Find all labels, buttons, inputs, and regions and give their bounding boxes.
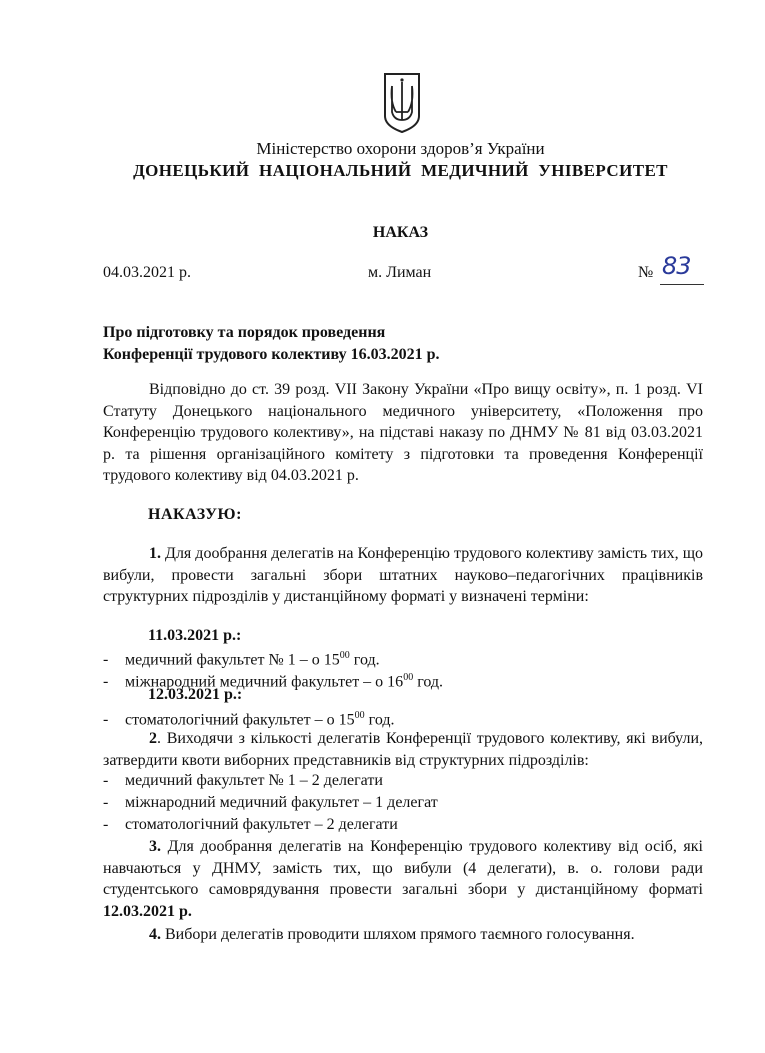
quota-text-1: медичний факультет № 1 – 2 делегати [125,772,383,789]
schedule-text-2: міжнародний медичний факультет – о 16 [125,673,404,691]
schedule-text-1: медичний факультет № 1 – о 15 [125,651,340,669]
order-city: м. Лиман [368,264,432,281]
handwritten-number: 83 [662,252,691,280]
quota-item-3 [103,814,398,836]
quota-item-1 [103,770,383,792]
university-name: ДОНЕЦЬКИЙ НАЦІОНАЛЬНИЙ МЕДИЧНИЙ УНІВЕРСИТЕТ [133,161,668,180]
preamble-text: Відповідно до ст. 39 розд. VII Закону України «Про вищу освіту», п. 1 розд. VI Статуту Донецького національного медичного університету, «Положення про Конференцію трудового колективу», на підставі наказу по ДНМУ № 81 від 03.03.2021 р. та рішення організаційного комітету з підготовки та проведення Конференції трудового колективу від 04.03.2021 р. [103,381,703,484]
list-dash: - [103,673,109,691]
subject-line-2: Конференції трудового колективу 16.03.2021 р. [103,346,440,363]
schedule-time-3: 00 [354,710,365,721]
quota-text-2: міжнародний медичний факультет – 1 делегат [125,794,438,811]
list-dash: - [103,651,109,669]
list-dash: - [103,794,109,811]
order-word: НАКАЗУЮ: [148,506,242,523]
order-number [638,252,708,286]
item-4-number: 4. [149,926,161,943]
quota-text-3: стоматологічний факультет – 2 делегати [125,816,398,833]
item-1-number: 1. [149,545,161,562]
list-dash: - [103,711,109,729]
item-4-paragraph [103,924,703,946]
date-a: 11.03.2021 р.: [148,627,242,644]
coat-of-arms-icon [382,72,422,134]
item-2-text: . Виходячи з кількості делегатів Конференції трудового колективу, які вибули, затвердити квоти виборних представників від структурних підрозділів: [103,730,703,769]
item-3-date: 12.03.2021 р. [103,902,192,920]
order-subject [103,322,440,366]
document-title: НАКАЗ [372,224,429,241]
order-date: 04.03.2021 р. [103,264,191,281]
date-b: 12.03.2021 р.: [148,686,243,703]
item-4-text: Вибори делегатів проводити шляхом прямого таємного голосування. [165,926,635,943]
item-2-paragraph [103,728,703,771]
item-1-text: Для дообрання делегатів на Конференцію трудового колективу замість тих, що вибули, провести загальні збори штатних науково–педагогічних працівників структурних підрозділів у дистанційному форматі у визначені терміни: [103,545,704,605]
schedule-end-3: год. [364,711,395,729]
ministry-name: Міністерство охорони здоров’я України [256,139,545,158]
item-3-paragraph [103,836,703,922]
schedule-text-3: стоматологічний факультет – о 15 [125,711,355,729]
list-dash: - [103,816,109,833]
item-2-number: 2 [149,730,157,747]
schedule-time-2: 00 [403,672,414,683]
quota-item-2 [103,792,438,814]
preamble-paragraph [103,379,703,487]
list-dash: - [103,772,109,789]
number-underline [660,284,704,285]
number-sign: № [638,264,654,281]
item-1-paragraph [103,543,703,608]
schedule-end-1: год. [349,651,380,669]
item-3-number: 3. [149,838,161,855]
item-3-text: Для дообрання делегатів на Конференцію трудового колективу від осіб, які навчаються у ДНМУ, замість тих, що вибули (4 делегати), в. о. голови ради студентського самоврядування провести загальні збори у дистанційному форматі [103,838,703,898]
schedule-time-1: 00 [339,650,350,661]
subject-line-1: Про підготовку та порядок проведення [103,324,386,341]
schedule-end-2: год. [413,673,444,691]
